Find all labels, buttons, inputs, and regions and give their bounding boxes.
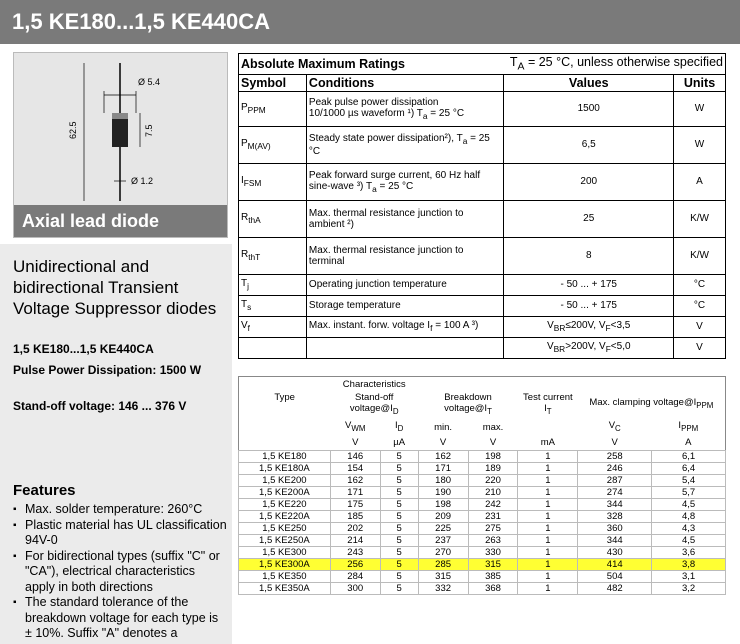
vc-cell: 287 (578, 474, 652, 486)
condition-cell: Max. instant. forw. voltage $I_f = 100$ A ³) (306, 316, 504, 337)
col-units: Units (674, 74, 726, 91)
id-cell: 5 (380, 510, 418, 522)
vwm-cell: 154 (330, 462, 380, 474)
id-cell: 5 (380, 522, 418, 534)
value-cell: 8 (504, 237, 674, 274)
condition-cell: Peak pulse power dissipation 10/1000 µs waveform ¹) $T_a = 25$ °C (306, 91, 504, 126)
feature-item: ▪ Max. solder temperature: 260°C (13, 502, 228, 518)
symbol-cell: $R_{thT}$ (239, 237, 307, 274)
table-row (239, 462, 726, 474)
type-cell: 1,5 KE220 (239, 498, 331, 510)
vbr-min-cell: 180 (418, 474, 468, 486)
vwm-cell: 243 (330, 546, 380, 558)
vbr-max-cell: 368 (468, 582, 518, 594)
vbr-min-cell: 190 (418, 486, 468, 498)
vwm-cell: 300 (330, 582, 380, 594)
type-cell: 1,5 KE350 (239, 570, 331, 582)
table-row (239, 237, 726, 274)
vbr-min-cell: 270 (418, 546, 468, 558)
vbr-max-cell: 385 (468, 570, 518, 582)
vc-cell: 274 (578, 486, 652, 498)
table-row (239, 486, 726, 498)
it-cell: 1 (518, 582, 578, 594)
feature-item: ▪ The standard tolerance of the breakdown voltage for each type is ± 10%. Suffix "A" denotes a (13, 595, 228, 642)
absolute-max-ratings-table (238, 53, 726, 359)
type-cell: 1,5 KE220A (239, 510, 331, 522)
value-cell: 25 (504, 200, 674, 237)
value-cell: - 50 ... + 175 (504, 274, 674, 295)
value-cell: 6,5 (504, 126, 674, 163)
id-cell: 5 (380, 570, 418, 582)
vc-cell: 414 (578, 558, 652, 570)
vwm-cell: 175 (330, 498, 380, 510)
value-cell: 200 (504, 163, 674, 200)
ippm-cell: 6,1 (652, 450, 726, 462)
vbr-min-cell: 198 (418, 498, 468, 510)
type-cell: 1,5 KE250A (239, 534, 331, 546)
vc-cell: 328 (578, 510, 652, 522)
it-cell: 1 (518, 486, 578, 498)
unit-cell: V (674, 337, 726, 358)
it-cell: 1 (518, 546, 578, 558)
page-title: 1,5 KE180...1,5 KE440CA (0, 0, 740, 44)
table-row (239, 274, 726, 295)
standoff-voltage-spec: Stand-off voltage: 146 ... 376 V (13, 399, 187, 413)
col-standoff: Stand-off $voltage@I_D$ (330, 390, 418, 418)
ippm-cell: 3,1 (652, 570, 726, 582)
unit-ua: µA (380, 436, 418, 450)
vwm-cell: 185 (330, 510, 380, 522)
table-row (239, 546, 726, 558)
symbol-cell: $P_{M(AV)}$ (239, 126, 307, 163)
id-cell: 5 (380, 474, 418, 486)
it-cell: 1 (518, 450, 578, 462)
subcol-vc: $V_C$ (578, 418, 652, 436)
table-row (239, 510, 726, 522)
ippm-cell: 3,2 (652, 582, 726, 594)
unit-a: A (652, 436, 726, 450)
vwm-cell: 284 (330, 570, 380, 582)
vbr-max-cell: 220 (468, 474, 518, 486)
vc-cell: 258 (578, 450, 652, 462)
table-row (239, 126, 726, 163)
subcol-id: $I_D$ (380, 418, 418, 436)
vbr-max-cell: 275 (468, 522, 518, 534)
id-cell: 5 (380, 558, 418, 570)
vc-cell: 482 (578, 582, 652, 594)
body-diameter-label: Ø 5.4 (138, 77, 161, 87)
value-cell: $V_{BR}\le 200V$, $V_F<3,5$ (504, 316, 674, 337)
type-cell: 1,5 KE180 (239, 450, 331, 462)
id-cell: 5 (380, 486, 418, 498)
it-cell: 1 (518, 558, 578, 570)
it-cell: 1 (518, 498, 578, 510)
feature-item: ▪ Plastic material has UL classification 94V-0 (13, 518, 228, 549)
table-row (239, 474, 726, 486)
it-cell: 1 (518, 510, 578, 522)
condition-cell: Operating junction temperature (306, 274, 504, 295)
id-cell: 5 (380, 582, 418, 594)
symbol-cell: $T_s$ (239, 295, 307, 316)
type-cell: 1,5 KE300 (239, 546, 331, 558)
vbr-max-cell: 242 (468, 498, 518, 510)
ippm-cell: 5,7 (652, 486, 726, 498)
unit-cell: V (674, 316, 726, 337)
ippm-cell: 3,8 (652, 558, 726, 570)
unit-cell: K/W (674, 237, 726, 274)
ippm-cell: 6,4 (652, 462, 726, 474)
unit-ma: mA (518, 436, 578, 450)
condition-cell: Max. thermal resistance junction to terminal (306, 237, 504, 274)
vc-cell: 246 (578, 462, 652, 474)
vc-cell: 344 (578, 534, 652, 546)
unit-cell: W (674, 91, 726, 126)
vbr-min-cell: 225 (418, 522, 468, 534)
vc-cell: 360 (578, 522, 652, 534)
id-cell: 5 (380, 450, 418, 462)
vwm-cell: 202 (330, 522, 380, 534)
unit-cell: K/W (674, 200, 726, 237)
unit-cell: A (674, 163, 726, 200)
vbr-min-cell: 315 (418, 570, 468, 582)
characteristics-table (238, 376, 726, 595)
pulse-power-spec: Pulse Power Dissipation: 1500 W (13, 363, 202, 377)
table-row (239, 522, 726, 534)
description-panel (0, 244, 232, 644)
it-cell: 1 (518, 522, 578, 534)
unit-v: V (330, 436, 380, 450)
type-cell: 1,5 KE300A (239, 558, 331, 570)
table-row (239, 534, 726, 546)
description-subtitle: 1,5 KE180...1,5 KE440CA (13, 342, 154, 356)
type-cell: 1,5 KE200 (239, 474, 331, 486)
symbol-cell: $I_{FSM}$ (239, 163, 307, 200)
it-cell: 1 (518, 474, 578, 486)
condition-cell (306, 337, 504, 358)
ippm-cell: 5,4 (652, 474, 726, 486)
lead-diameter-label: Ø 1.2 (131, 176, 154, 186)
vbr-min-cell: 237 (418, 534, 468, 546)
id-cell: 5 (380, 462, 418, 474)
vbr-max-cell: 330 (468, 546, 518, 558)
id-cell: 5 (380, 534, 418, 546)
table-row (239, 295, 726, 316)
vbr-max-cell: 231 (468, 510, 518, 522)
unit-v: V (468, 436, 518, 450)
table-row (239, 316, 726, 337)
vbr-min-cell: 171 (418, 462, 468, 474)
vc-cell: 344 (578, 498, 652, 510)
overall-length-label: 62.5 (68, 121, 78, 139)
table-row (239, 163, 726, 200)
vbr-min-cell: 285 (418, 558, 468, 570)
symbol-cell: $T_j$ (239, 274, 307, 295)
unit-v: V (578, 436, 652, 450)
ratings-heading: Absolute Maximum Ratings (239, 54, 504, 75)
vwm-cell: 171 (330, 486, 380, 498)
vbr-max-cell: 315 (468, 558, 518, 570)
col-values: Values (504, 74, 674, 91)
col-type: Type (239, 377, 331, 419)
ippm-cell: 4,8 (652, 510, 726, 522)
col-conditions: Conditions (306, 74, 504, 91)
condition-cell: Max. thermal resistance junction to ambient ²) (306, 200, 504, 237)
characteristics-body (239, 450, 726, 594)
subcol-vwm: $V_{WM}$ (330, 418, 380, 436)
it-cell: 1 (518, 462, 578, 474)
body-length-label: 7.5 (144, 124, 154, 137)
feature-item: ▪ For bidirectional types (suffix "C" or "CA"), electrical characteristics apply in both directions (13, 549, 228, 596)
col-breakdown: Breakdown $voltage@I_T$ (418, 390, 518, 418)
col-test-current: Test current $I_T$ (518, 390, 578, 418)
vbr-min-cell: 162 (418, 450, 468, 462)
diagram-caption: Axial lead diode (14, 205, 227, 237)
vbr-max-cell: 198 (468, 450, 518, 462)
ippm-cell: 4,5 (652, 534, 726, 546)
symbol-cell: $R_{thA}$ (239, 200, 307, 237)
features-list (13, 502, 228, 642)
condition-cell: Peak forward surge current, 60 Hz half sine-wave ³) $T_a = 25$ °C (306, 163, 504, 200)
symbol-cell (239, 337, 307, 358)
symbol-cell: $V_f$ (239, 316, 307, 337)
vc-cell: 430 (578, 546, 652, 558)
table-row (239, 200, 726, 237)
value-cell: $V_{BR}>200V$, $V_F<5,0$ (504, 337, 674, 358)
table-row (239, 570, 726, 582)
vwm-cell: 214 (330, 534, 380, 546)
value-cell: 1500 (504, 91, 674, 126)
col-symbol: Symbol (239, 74, 307, 91)
vc-cell: 504 (578, 570, 652, 582)
vbr-max-cell: 210 (468, 486, 518, 498)
table-row (239, 91, 726, 126)
vwm-cell: 146 (330, 450, 380, 462)
table-row (239, 498, 726, 510)
condition-cell: Steady state power dissipation²), $T_a = 25$ °C (306, 126, 504, 163)
vbr-max-cell: 263 (468, 534, 518, 546)
table-row (239, 582, 726, 594)
vwm-cell: 256 (330, 558, 380, 570)
features-heading: Features (13, 482, 76, 499)
it-cell: 1 (518, 534, 578, 546)
characteristics-heading: Characteristics (330, 377, 418, 391)
symbol-cell: $P_{PPM}$ (239, 91, 307, 126)
unit-v: V (418, 436, 468, 450)
id-cell: 5 (380, 498, 418, 510)
vwm-cell: 162 (330, 474, 380, 486)
ippm-cell: 4,5 (652, 498, 726, 510)
subcol-min: min. (418, 418, 468, 436)
it-cell: 1 (518, 570, 578, 582)
ippm-cell: 4,3 (652, 522, 726, 534)
id-cell: 5 (380, 546, 418, 558)
diode-drawing (14, 53, 227, 205)
type-cell: 1,5 KE200A (239, 486, 331, 498)
vbr-min-cell: 332 (418, 582, 468, 594)
ratings-condition-note: $T_A = 25$ °C, unless otherwise specified (504, 54, 726, 75)
subcol-ippm: $I_{PPM}$ (652, 418, 726, 436)
type-cell: 1,5 KE350A (239, 582, 331, 594)
unit-cell: °C (674, 295, 726, 316)
subcol-max: max. (468, 418, 518, 436)
ippm-cell: 3,6 (652, 546, 726, 558)
vbr-min-cell: 209 (418, 510, 468, 522)
description-title: Unidirectional and bidirectional Transient Voltage Suppressor diodes (13, 257, 217, 318)
table-row (239, 558, 726, 570)
type-cell: 1,5 KE250 (239, 522, 331, 534)
package-diagram (13, 52, 228, 238)
unit-cell: °C (674, 274, 726, 295)
unit-cell: W (674, 126, 726, 163)
table-row (239, 450, 726, 462)
table-row (239, 337, 726, 358)
type-cell: 1,5 KE180A (239, 462, 331, 474)
condition-cell: Storage temperature (306, 295, 504, 316)
vbr-max-cell: 189 (468, 462, 518, 474)
col-clamping: Max. clamping $voltage@I_{PPM}$ (578, 390, 726, 418)
value-cell: - 50 ... + 175 (504, 295, 674, 316)
